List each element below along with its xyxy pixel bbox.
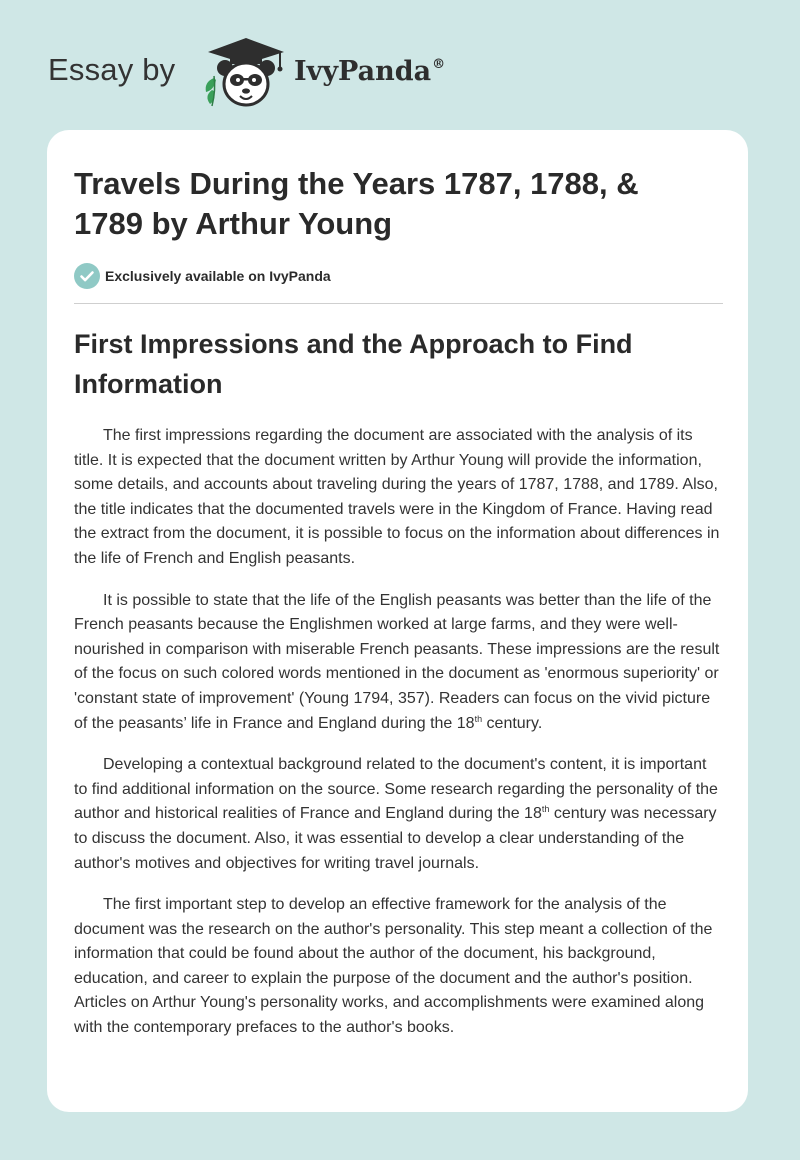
ordinal-suffix: th: [541, 804, 550, 815]
page-title: Travels During the Years 1787, 1788, & 1789 by Arthur Young: [74, 166, 639, 241]
divider: [74, 303, 723, 304]
paragraph-2: [74, 589, 722, 737]
exclusive-badge: [74, 263, 331, 289]
brand-name: IvyPanda: [294, 56, 432, 87]
paragraph-3: [74, 753, 722, 876]
paragraph-2-text-end: century.: [482, 714, 543, 732]
essay-card: [47, 130, 748, 1112]
paragraph-1: The first impressions regarding the document are associated with the analysis of its title. It is expected that the document written by Arthur Young will provide the information, some details, and accounts about traveling during the years of 1787, 1788, and 1789. Also, the title indicates that the documented travels were in the Kingdom of France. Having read the extract from the document, it is possible to focus on the information about differences in the life of French and English peasants.: [74, 427, 720, 567]
brand-logo[interactable]: [294, 56, 445, 87]
panda-graduate-icon[interactable]: [200, 34, 292, 110]
section-heading: First Impressions and the Approach to Find Information: [74, 329, 633, 399]
checkmark-icon: [74, 263, 100, 289]
paragraph-3-text: Developing a contextual background related to the document's content, it is important to find additional information on the source. Some research regarding the personality of the author and historical realities of France and England during the 18: [74, 756, 718, 823]
registered-mark: ®: [432, 57, 446, 72]
paragraph-2-text: It is possible to state that the life of the English peasants was better than the life of the French peasants because the Englishmen worked at large farms, and they were well-nourished in comparison with miserable French peasants. These impressions are the result of the focus on such colored words mentioned in the document as 'enormous superiority' or 'constant state of improvement' (Young 1794, 357). Readers can focus on the vivid picture of the peasants’ life in France and England during the 18: [74, 591, 720, 732]
essay-by-label: Essay by: [48, 52, 176, 87]
ordinal-suffix: th: [474, 713, 483, 724]
paragraph-3-text-end: century was necessary to discuss the document. Also, it was essential to develop a clear understanding of the author's motives and objectives for writing travel journals.: [74, 805, 717, 872]
badge-label: Exclusively available on IvyPanda: [105, 268, 331, 284]
paragraph-4: The first important step to develop an effective framework for the analysis of the document was the research on the author's personality. This step meant a collection of the information that could be found about the author of the document, his background, education, and career to explain the purpose of the document and the author's position. Articles on Arthur Young's personality works, and accomplishments were examined along with the contemporary prefaces to the author's books.: [74, 896, 713, 1037]
article-body: [74, 424, 722, 1058]
site-header: [48, 34, 508, 114]
